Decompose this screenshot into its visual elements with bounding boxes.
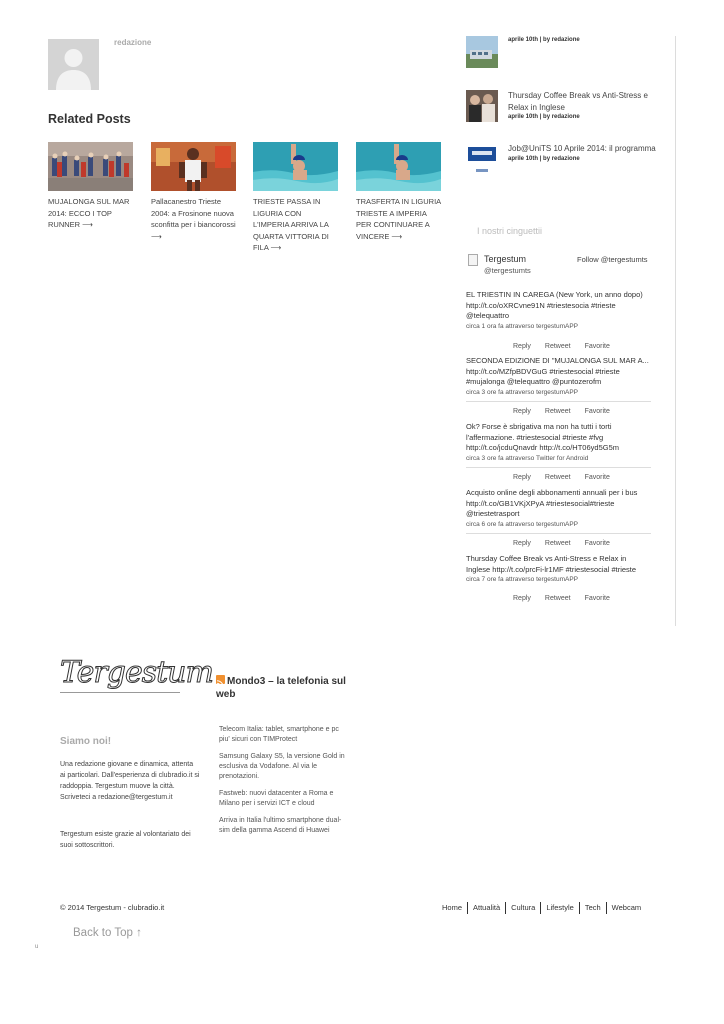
tweet-actions [466,540,651,550]
related-post-title[interactable]: TRASFERTA IN LIGURIA TRIESTE A IMPERIA PER CONTINUARE A VINCERE ⟶ [356,197,441,241]
tweet-meta: circa 3 ore fa attraverso tergestumAPP [466,388,578,396]
about-text-secondary: Tergestum esiste grazie al volontariato dei suoi sottoscrittori. [60,831,191,849]
tweet-actions [466,343,651,353]
tweet [466,554,651,585]
sidebar-recent-post[interactable] [466,143,671,177]
tweet-text: Thursday Coffee Break vs Anti-Stress e Relax in Inglese http://t.co/prcFi-lr1MF #triestesocial #trieste [466,554,637,574]
feed-item[interactable]: Samsung Galaxy S5, la versione Gold in esclusiva da Vodafone. Al via le prenotazioni. [219,753,345,780]
author-name[interactable]: redazione [114,38,152,47]
tweet [466,356,651,398]
twitter-follow-button[interactable]: Follow @tergestumts [577,255,648,264]
related-posts-heading: Related Posts [48,112,131,126]
related-post-thumbnail[interactable] [151,142,236,191]
footer-nav-home[interactable]: Home [442,903,463,912]
tweet-reply-button[interactable]: Reply [513,595,531,602]
tweet [466,422,651,464]
sidebar-post-title[interactable]: Job@UniTS 10 Aprile 2014: il programma [508,144,656,153]
sidebar-recent-post[interactable] [466,36,671,70]
related-post-title[interactable]: TRIESTE PASSA IN LIGURIA CON L'IMPERIA ARRIVA LA QUARTA VITTORIA DI FILA ⟶ [253,197,329,252]
sidebar-post-thumbnail[interactable] [466,90,498,122]
sidebar-post-thumbnail[interactable] [466,143,498,175]
tweet-actions [466,595,651,605]
tweet-retweet-button[interactable]: Retweet [544,540,571,547]
footer-nav-webcam[interactable]: Webcam [606,902,646,914]
related-post[interactable] [48,142,134,231]
logo-underline [60,692,180,693]
footer-nav-lifestyle[interactable]: Lifestyle [540,902,579,914]
feed-widget-title[interactable]: Mondo3 – la telefonia sul web [216,676,346,700]
tweet-meta: circa 6 ore fa attraverso tergestumAPP [466,520,578,528]
footer-nav-tech[interactable]: Tech [579,902,606,914]
feed-item[interactable]: Fastweb: nuovi datacenter a Roma e Milano per i servizi ICT e cloud [219,790,334,807]
sidebar-post-title[interactable]: Thursday Coffee Break vs Anti-Stress e Relax in Inglese [508,91,648,112]
site-logo[interactable]: Tergestum [60,655,213,690]
corner-mark: u [35,944,39,950]
twitter-account-handle[interactable]: @tergestumts [484,266,531,275]
about-heading: Siamo noi! [60,736,112,747]
tweet-favorite-button[interactable]: Favorite [584,540,610,547]
tweet-text: EL TRIESTIN IN CAREGA (New York, un anno dopo) http://t.co/oXRCvne91N #triestesocia #trieste @telequattro [466,290,643,320]
sidebar-post-meta: aprile 10th | by redazione [508,37,580,43]
feed-item[interactable]: Arriva in Italia l'ultimo smartphone dual-sim della gamma Ascend di Huawei [219,817,342,834]
back-to-top-link[interactable]: Back to Top ↑ [73,927,142,939]
tweet-actions [466,474,651,484]
tweet-retweet-button[interactable]: Retweet [544,474,571,481]
related-post[interactable] [151,142,237,242]
tweet-favorite-button[interactable]: Favorite [584,408,610,415]
sidebar-divider [675,36,676,626]
tweet-reply-button[interactable]: Reply [513,474,531,481]
related-post[interactable] [253,142,339,254]
tweet-favorite-button[interactable]: Favorite [584,595,610,602]
tweet-meta: circa 1 ora fa attraverso tergestumAPP [466,322,578,330]
related-post-thumbnail[interactable] [356,142,441,191]
twitter-account-name[interactable]: Tergestum [484,254,527,264]
sidebar-recent-post[interactable] [466,90,671,124]
tweet-favorite-button[interactable]: Favorite [584,343,610,350]
feed-item[interactable]: Telecom Italia: tablet, smartphone e pc piu' sicuri con TIMProtect [219,726,339,743]
related-post-title[interactable]: MUJALONGA SUL MAR 2014: ECCO I TOP RUNNER ⟶ [48,197,130,229]
tweet-text: Ok? Forse è sbrigativa ma non ha tutti i torti l'affermazione. #triestesocial #trieste #fvg http://t.co/jcduQnavdr http://t.co/HT06yd5G5m [466,422,619,452]
related-post-thumbnail[interactable] [253,142,338,191]
author-avatar [48,39,99,90]
twitter-avatar-icon [468,254,478,266]
feed-list [219,725,351,843]
tweet-meta: circa 3 ore fa attraverso Twitter for Android [466,454,589,462]
related-post-thumbnail[interactable] [48,142,133,191]
related-post-title[interactable]: Pallacanestro Trieste 2004: a Frosinone nuova sconfitta per i biancorossi ⟶ [151,197,236,241]
footer-nav-attualita[interactable]: Attualità [467,902,505,914]
tweet-reply-button[interactable]: Reply [513,540,531,547]
tweet-meta: circa 7 ore fa attraverso tergestumAPP [466,576,578,583]
about-text: Una redazione giovane e dinamica, attenta ai particolari. Dall'esperienza di clubradio.it si raddoppia. Tergestum muove la città. Scriveteci a redazione@tergestum.it [60,761,200,801]
tweet-reply-button[interactable]: Reply [513,343,531,350]
tweet-separator [466,467,651,468]
tweet-separator [466,401,651,402]
sidebar-post-meta: aprile 10th | by redazione [508,155,580,162]
footer-nav-cultura[interactable]: Cultura [505,902,540,914]
tweet-favorite-button[interactable]: Favorite [584,474,610,481]
footer-nav [440,902,646,914]
sidebar-post-thumbnail[interactable] [466,36,498,68]
copyright: © 2014 Tergestum - clubradio.it [60,903,165,912]
tweet-actions [466,408,651,418]
tweet-text: SECONDA EDIZIONE DI "MUJALONGA SUL MAR A... http://t.co/MZfpBDVGuG #triestesocial #trieste #mujalonga @telequattro @puntozerofm [466,356,649,386]
tweet-retweet-button[interactable]: Retweet [544,408,571,415]
twitter-widget-heading: I nostri cinguettii [477,226,543,236]
sidebar-post-meta: aprile 10th | by redazione [508,114,580,120]
tweet-retweet-button[interactable]: Retweet [544,595,571,602]
tweet-reply-button[interactable]: Reply [513,408,531,415]
tweet [466,290,651,332]
related-post[interactable] [356,142,442,242]
tweet [466,488,651,530]
tweet-retweet-button[interactable]: Retweet [544,343,571,350]
tweet-text: Acquisto online degli abbonamenti annuali per i bus http://t.co/GB1VKjXPyA #triestesocial#trieste @triestetrasport [466,488,638,518]
tweet-separator [466,533,651,534]
